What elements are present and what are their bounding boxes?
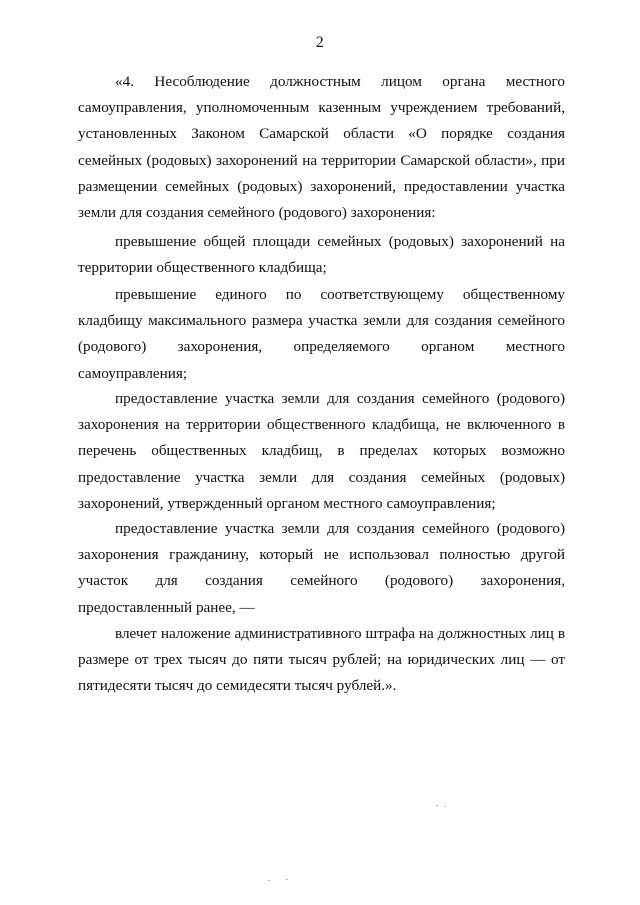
paragraph-penalty: влечет наложение административного штрафа на должностных лиц в размере от трех тысяч до пяти тысяч рублей; на юридических лиц — от пятидесяти тысяч до семидесяти тысяч рублей.». — [78, 625, 565, 695]
scan-speck — [444, 806, 446, 807]
paragraph-article-4-intro: «4. Несоблюдение должностным лицом органа местного самоуправления, уполномоченным казенным учреждением требований, установленных Законом Самарской области «О порядке создания семейных (родовых) захоронений на территории Самарской области», при размещении семейных (родовых) захоронений, предоставлении участка земли для создания семейного (родового) захоронения: — [78, 73, 565, 222]
paragraph-violation-unlisted-cemetery: предоставление участка земли для создания семейного (родового) захоронения на территории общественного кладбища, не включенного в перечень общественных кладбищ, в пределах которых возможно предоставление участка земли для создания семейных (родовых) захоронений, утвержденный органом местного самоуправления; — [78, 390, 565, 512]
paragraph-violation-total-area: превышение общей площади семейных (родовых) захоронений на территории общественного кладбища; — [78, 233, 565, 277]
scan-speck — [436, 805, 438, 806]
scan-speck — [286, 879, 288, 880]
scan-speck — [268, 880, 270, 881]
page-number: 2 — [315, 34, 325, 51]
paragraph-violation-second-plot: предоставление участка земли для создания семейного (родового) захоронения гражданину, который не использовал полностью другой участок для создания семейного (родового) захоронения, предоставленный ранее, — — [78, 520, 565, 616]
paragraph-violation-max-plot-size: превышение единого по соответствующему общественному кладбищу максимального размера участка земли для создания семейного (родового) захоронения, определяемого органом местного самоуправления; — [78, 286, 565, 382]
